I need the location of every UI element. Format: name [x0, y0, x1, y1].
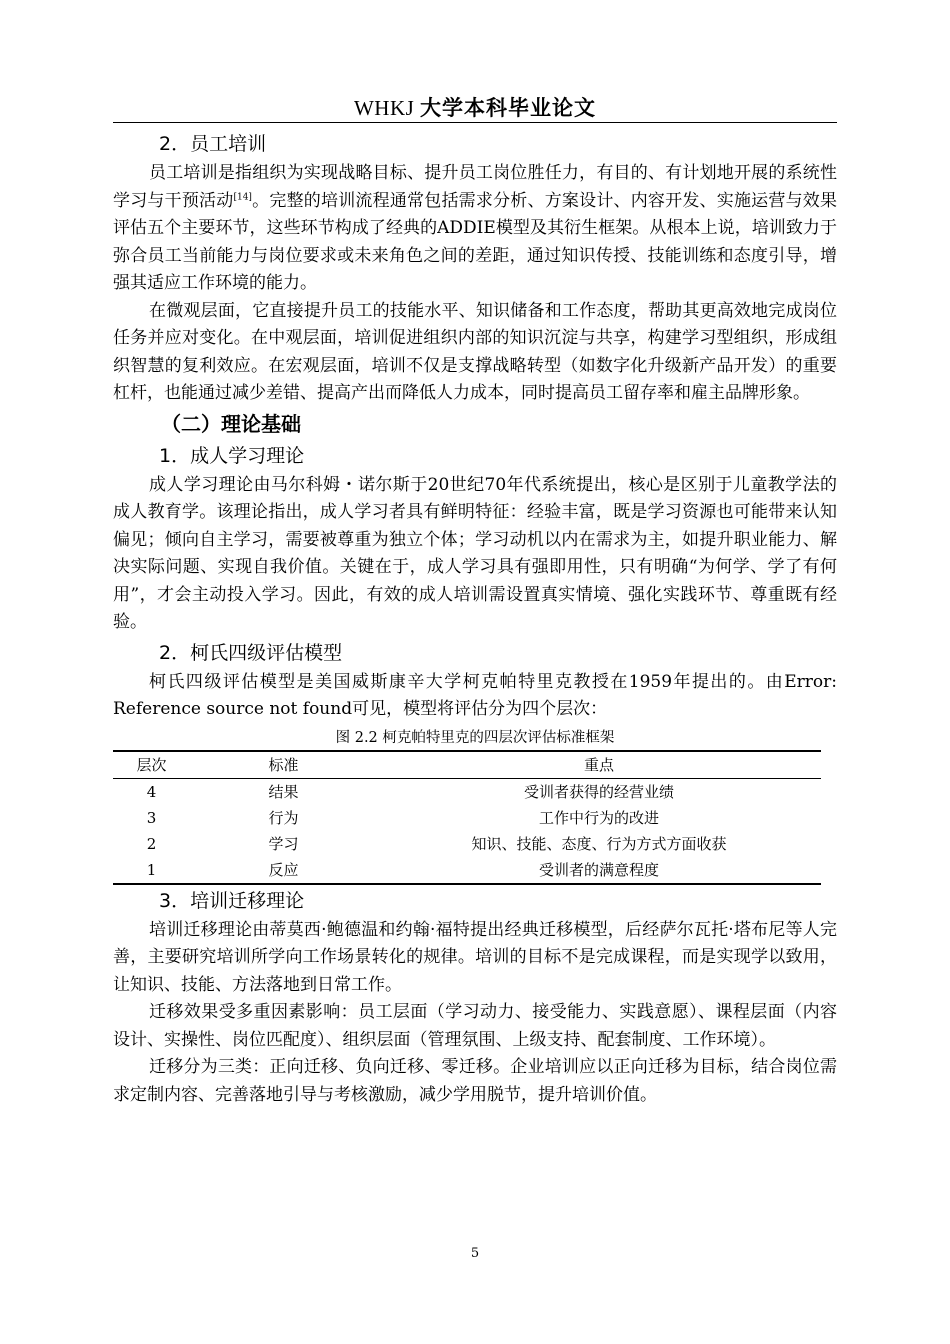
table-cell: 结果: [268, 783, 299, 801]
paragraph: 成人学习理论由马尔科姆・诺尔斯于20世纪70年代系统提出，核心是区别于儿童教学法的成人教育学。该理论指出，成人学习者具有鲜明特征：经验丰富，既是学习资源也可能带来认知偏见；倾向自主学习，需要被尊重为独立个体；学习动机以内在需求为主，如提升职业能力、解决实际问题、实现自我价值。关键在于，成人学习具有强即用性，只有明确“为何学、学了有何用”，才会主动投入学习。因此，有效的成人培训需设置真实情境、强化实践环节、尊重既有经验。: [113, 474, 837, 632]
table-cell: 行为: [268, 809, 299, 827]
table-cell: 工作中行为的改进: [538, 809, 659, 827]
section-heading-adult-learning: 1．成人学习理论: [159, 444, 305, 467]
table-row: [113, 831, 821, 857]
table-row: [113, 778, 821, 805]
paragraph: 培训迁移理论由蒂莫西·鲍德温和约翰·福特提出经典迁移模型，后经萨尔瓦托·塔布尼等人完善，主要研究培训所学向工作场景转化的规律。培训的目标不是完成课程，而是实现学以致用，让知识、技能、方法落地到日常工作。: [113, 919, 837, 995]
table-header-row: [113, 751, 821, 779]
table-cell: 受训者的满意程度: [377, 857, 821, 884]
paragraph: 迁移分为三类：正向迁移、负向迁移、零迁移。企业培训应以正向迁移为目标，结合岗位需求定制内容、完善落地引导与考核激励，减少学用脱节，提升培训价值。: [113, 1057, 837, 1105]
section-heading-kirkpatrick: 2．柯氏四级评估模型: [159, 641, 343, 664]
table-cell: 3: [146, 808, 157, 827]
table-cell: 受训者获得的经营业绩: [523, 783, 674, 801]
table-cell: 2: [146, 834, 157, 853]
header-title: 大学本科毕业论文: [420, 96, 597, 120]
section-heading-employee-training: 2．员工培训: [159, 133, 267, 155]
chapter-heading-theory: （二）理论基础: [161, 411, 301, 436]
table-cell: 4: [146, 782, 157, 801]
header-latin: WHKJ: [353, 96, 421, 120]
page-number: 5: [470, 1246, 480, 1261]
page-header: [113, 92, 837, 123]
table-cell: 知识、技能、态度、行为方式方面收获: [471, 835, 727, 853]
table-cell: 1: [113, 857, 190, 884]
paragraph-text: 员工培训是指组织为实现战略目标、提升员工岗位胜任力，有目的、有计划地开展的系统性学习与干预活动: [113, 163, 837, 211]
table-row: [113, 805, 821, 831]
table-row: [113, 857, 821, 884]
citation: [14]: [233, 191, 252, 202]
evaluation-table: [113, 750, 821, 885]
paragraph-text: 。完整的培训流程通常包括需求分析、方案设计、内容开发、实施运营与效果评估五个主要环节，这些环节构成了经典的ADDIE模型及其衍生框架。从根本上说，培训致力于弥合员工当前能力与岗位要求或未来角色之间的差距，通过知识传授、技能训练和态度引导，增强其适应工作环境的能力。: [113, 190, 838, 293]
table-header: 重点: [377, 751, 821, 779]
paragraph: [113, 160, 837, 298]
table-cell: 学习: [268, 835, 299, 853]
paragraph: 柯氏四级评估模型是美国威斯康辛大学柯克帕特里克教授在1959年提出的。由Error: Reference source not found可见，模型将评估分为四个层次：: [113, 671, 837, 719]
table-header: 层次: [113, 751, 190, 779]
page-body: [113, 128, 837, 1109]
paragraph: 在微观层面，它直接提升员工的技能水平、知识储备和工作态度，帮助其更高效地完成岗位任务并应对变化。在中观层面，培训促进组织内部的知识沉淀与共享，构建学习型组织，形成组织智慧的复利效应。在宏观层面，培训不仅是支撑战略转型（如数字化升级新产品开发）的重要杠杆，也能通过减少差错、提高产出而降低人力成本，同时提高员工留存率和雇主品牌形象。: [113, 300, 837, 403]
paragraph: 迁移效果受多重因素影响：员工层面（学习动力、接受能力、实践意愿）、课程层面（内容设计、实操性、岗位匹配度）、组织层面（管理氛围、上级支持、配套制度、工作环境）。: [113, 1002, 837, 1050]
section-heading-transfer: 3．培训迁移理论: [159, 889, 305, 912]
table-header: 标准: [190, 751, 377, 779]
table-caption: 图 2.2 柯克帕特里克的四层次评估标准框架: [335, 729, 615, 746]
table-cell: 反应: [190, 857, 377, 884]
